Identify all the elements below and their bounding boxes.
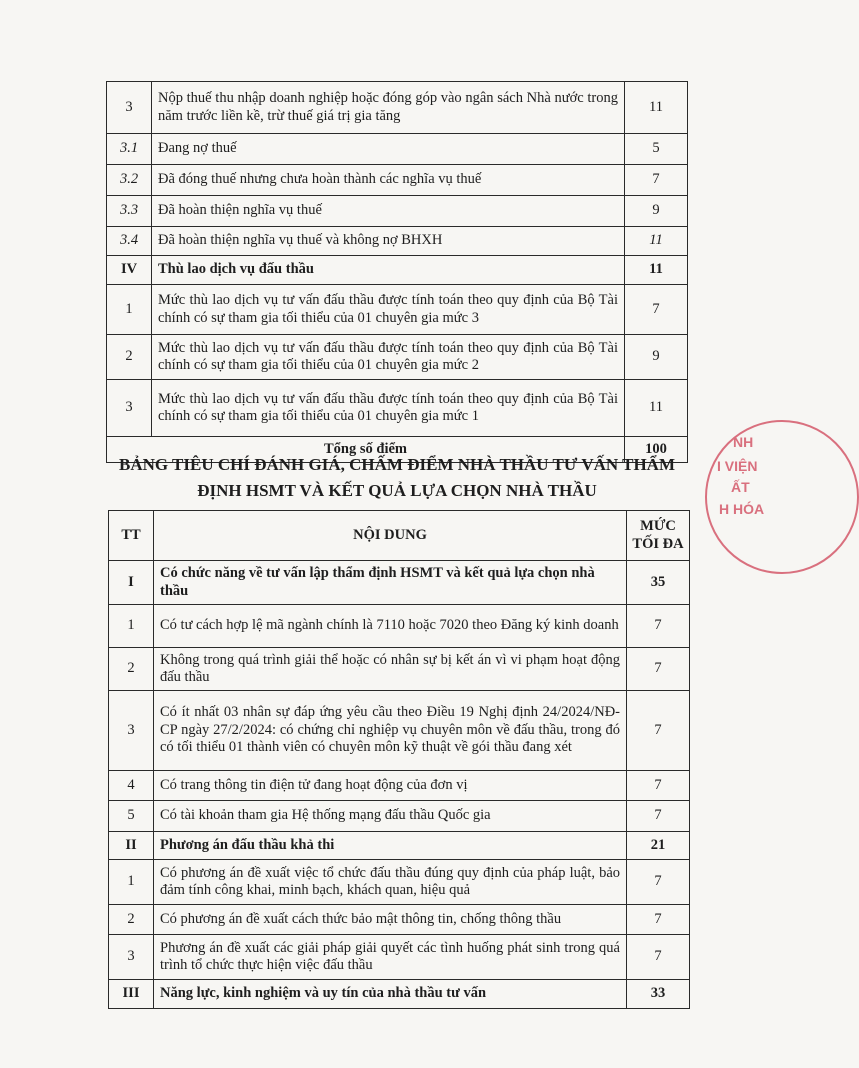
- table-row: [107, 134, 688, 165]
- evaluation-criteria-table: [108, 510, 690, 1009]
- row-content: Nộp thuế thu nhập doanh nghiệp hoặc đóng góp vào ngân sách Nhà nước trong năm trước liền kề, trừ thuế giá trị gia tăng: [152, 82, 625, 134]
- row-score: 11: [625, 227, 688, 256]
- row-score: 33: [627, 980, 690, 1009]
- section-heading-line1: BẢNG TIÊU CHÍ ĐÁNH GIÁ, CHẤM ĐIỂM NHÀ THẦU TƯ VẤN THẨM: [118, 455, 675, 474]
- table-row: [107, 227, 688, 256]
- row-content: Có trang thông tin điện tử đang hoạt động của đơn vị: [154, 771, 627, 801]
- row-content: Phương án đấu thầu khả thi: [154, 832, 627, 860]
- row-score: 7: [627, 801, 690, 832]
- row-index: 2: [109, 648, 154, 691]
- official-stamp: [705, 420, 859, 574]
- header-tt: TT: [109, 511, 154, 561]
- row-index: 3: [107, 380, 152, 437]
- row-content: Có chức năng về tư vấn lập thẩm định HSMT và kết quả lựa chọn nhà thầu: [154, 561, 627, 605]
- row-content: Thù lao dịch vụ đấu thầu: [152, 256, 625, 285]
- row-content: Phương án đề xuất các giải pháp giải quyết các tình huống phát sinh trong quá trình tổ chức thực hiện việc đấu thầu: [154, 935, 627, 980]
- row-score: 11: [625, 256, 688, 285]
- table-row: [107, 335, 688, 380]
- row-content: Đã đóng thuế nhưng chưa hoàn thành các nghĩa vụ thuế: [152, 165, 625, 196]
- row-content: Mức thù lao dịch vụ tư vấn đấu thầu được tính toán theo quy định của Bộ Tài chính có sự tham gia tối thiểu của 01 chuyên gia mức 2: [152, 335, 625, 380]
- row-index: 2: [107, 335, 152, 380]
- table-row: [107, 285, 688, 335]
- row-index: 3.3: [107, 196, 152, 227]
- row-content: Đã hoàn thiện nghĩa vụ thuế: [152, 196, 625, 227]
- total-label: Tổng số điểm: [107, 437, 625, 463]
- stamp-text-2: I VIỆN: [717, 458, 758, 474]
- row-content: Có phương án đề xuất cách thức bảo mật thông tin, chống thông thầu: [154, 905, 627, 935]
- row-score: 7: [627, 935, 690, 980]
- row-score: 5: [625, 134, 688, 165]
- row-index: 1: [109, 860, 154, 905]
- row-score: 7: [627, 860, 690, 905]
- row-content: Mức thù lao dịch vụ tư vấn đấu thầu được tính toán theo quy định của Bộ Tài chính có sự tham gia tối thiểu của 01 chuyên gia mức 3: [152, 285, 625, 335]
- row-score: 9: [625, 196, 688, 227]
- row-score: 11: [625, 380, 688, 437]
- criteria-table-continued: [106, 81, 688, 463]
- row-index: 2: [109, 905, 154, 935]
- table-row: [107, 165, 688, 196]
- row-score: 7: [627, 648, 690, 691]
- row-score: 7: [627, 691, 690, 771]
- row-index: 3: [109, 691, 154, 771]
- table-row-section: [107, 256, 688, 285]
- header-max-score: [627, 511, 690, 561]
- row-index: II: [109, 832, 154, 860]
- table-row: [107, 196, 688, 227]
- row-content: Đang nợ thuế: [152, 134, 625, 165]
- row-content: Có tài khoản tham gia Hệ thống mạng đấu thầu Quốc gia: [154, 801, 627, 832]
- header-max-line2: TỐI ĐA: [632, 535, 684, 552]
- header-content: NỘI DUNG: [154, 511, 627, 561]
- table-row: [109, 605, 690, 648]
- table-header-row: [109, 511, 690, 561]
- row-index: 5: [109, 801, 154, 832]
- header-max-line1: MỨC: [640, 518, 676, 535]
- row-score: 9: [625, 335, 688, 380]
- row-index: 3: [109, 935, 154, 980]
- table-row: [109, 860, 690, 905]
- row-index: 1: [109, 605, 154, 648]
- row-content: Năng lực, kinh nghiệm và uy tín của nhà thầu tư vấn: [154, 980, 627, 1009]
- row-score: 35: [627, 561, 690, 605]
- table-row: [109, 648, 690, 691]
- table-row-section: [109, 561, 690, 605]
- table-row: [109, 691, 690, 771]
- row-content: Không trong quá trình giải thể hoặc có nhân sự bị kết án vì vi phạm hoạt động đấu thầu: [154, 648, 627, 691]
- row-index: 3.4: [107, 227, 152, 256]
- table-row: [107, 82, 688, 134]
- total-score: 100: [625, 437, 688, 463]
- row-content: Có tư cách hợp lệ mã ngành chính là 7110 hoặc 7020 theo Đăng ký kinh doanh: [154, 605, 627, 648]
- row-score: 7: [625, 285, 688, 335]
- row-index: 1: [107, 285, 152, 335]
- row-content: Đã hoàn thiện nghĩa vụ thuế và không nợ BHXH: [152, 227, 625, 256]
- section-heading-line2: ĐỊNH HSMT VÀ KẾT QUẢ LỰA CHỌN NHÀ THẦU: [197, 481, 597, 500]
- row-score: 11: [625, 82, 688, 134]
- row-content: Có phương án đề xuất việc tổ chức đấu thầu đúng quy định của pháp luật, bảo đảm tính công khai, minh bạch, khách quan, hiệu quả: [154, 860, 627, 905]
- table-row: [107, 380, 688, 437]
- row-content: Mức thù lao dịch vụ tư vấn đấu thầu được tính toán theo quy định của Bộ Tài chính có sự tham gia tối thiểu của 01 chuyên gia mức 1: [152, 380, 625, 437]
- row-index: 3.1: [107, 134, 152, 165]
- row-score: 7: [625, 165, 688, 196]
- row-score: 21: [627, 832, 690, 860]
- table-row: [109, 935, 690, 980]
- stamp-text-1: NH: [733, 434, 754, 450]
- row-score: 7: [627, 605, 690, 648]
- row-index: 4: [109, 771, 154, 801]
- row-index: 3.2: [107, 165, 152, 196]
- table-row: [109, 771, 690, 801]
- row-score: 7: [627, 771, 690, 801]
- table-row: [109, 905, 690, 935]
- row-score: 7: [627, 905, 690, 935]
- table-row: [109, 801, 690, 832]
- table-row-section: [109, 832, 690, 860]
- table-row-section: [109, 980, 690, 1009]
- row-content: Có ít nhất 03 nhân sự đáp ứng yêu cầu theo Điều 19 Nghị định 24/2024/NĐ-CP ngày 27/2/2024: có chứng chỉ nghiệp vụ chuyên môn về đấu thầu, trong đó có tối thiểu 01 thành viên có chuyên môn kỹ thuật về gói thầu đang xét: [154, 691, 627, 771]
- row-index: III: [109, 980, 154, 1009]
- row-index: IV: [107, 256, 152, 285]
- row-index: I: [109, 561, 154, 605]
- row-index: 3: [107, 82, 152, 134]
- stamp-text-4: H HÓA: [719, 501, 765, 517]
- stamp-text-3: ẤT: [731, 479, 750, 495]
